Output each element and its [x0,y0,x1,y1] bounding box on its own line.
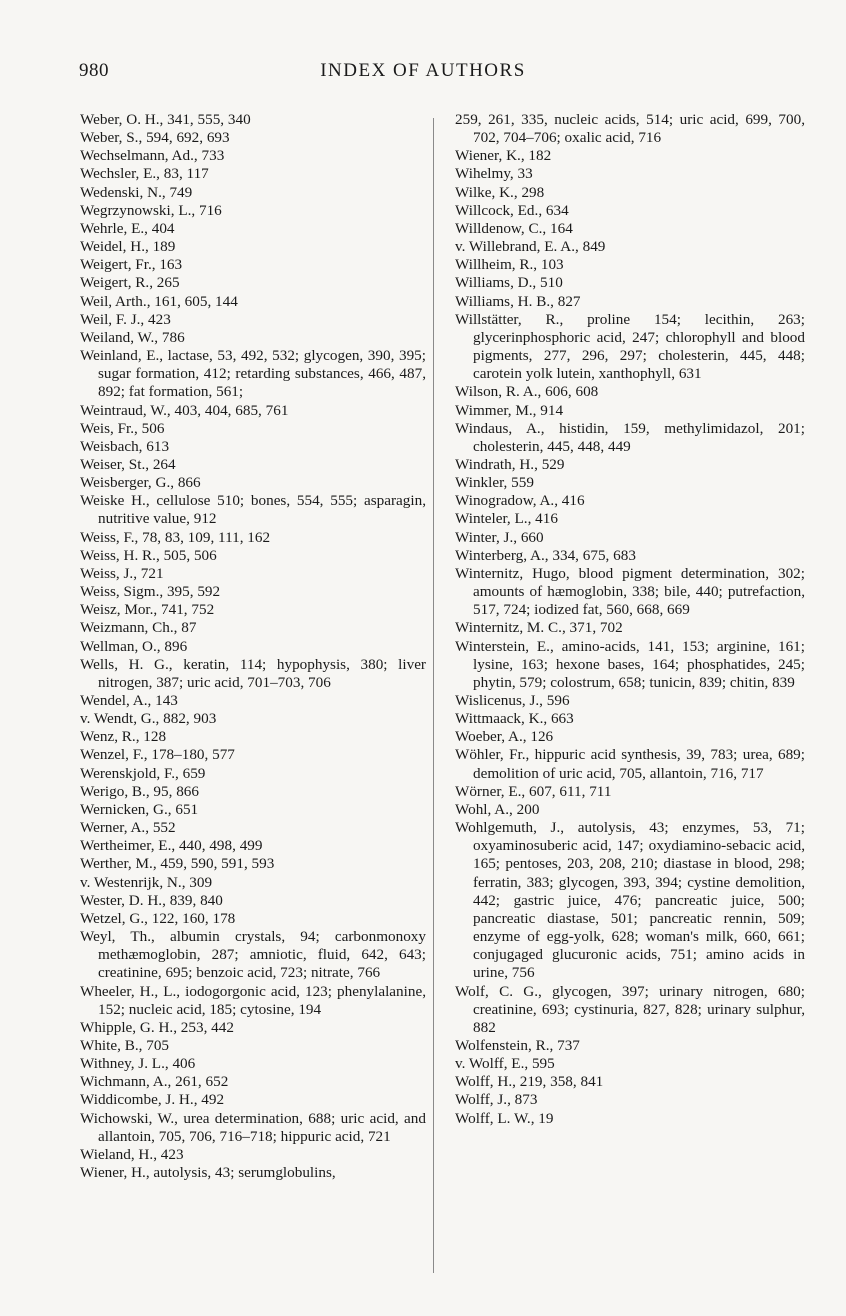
index-entry: Weber, O. H., 341, 555, 340 [80,111,251,128]
column-divider [433,118,434,1273]
index-entry: Winterberg, A., 334, 675, 683 [455,546,636,564]
index-entry: Withney, J. L., 406 [80,1055,196,1073]
index-entry: Wohl, A., 200 [455,800,540,818]
index-entry: Wörner, E., 607, 611, 711 [455,782,612,800]
index-entry: Winter, J., 660 [455,528,544,546]
index-entry: Wiener, K., 182 [455,147,552,165]
index-column-left [80,111,426,1182]
index-entry: Wolff, J., 873 [455,1091,538,1109]
index-entry: Wechselmann, Ad., 733 [80,147,225,165]
index-entry: Wittmaack, K., 663 [455,710,574,728]
index-entry: Windrath, H., 529 [455,455,565,473]
index-entry: Weiske H., cellulose 510; bones, 554, 555; asparagin, nutritive value, 912 [80,492,426,528]
index-entry: Willdenow, C., 164 [455,219,573,237]
index-entry: 259, 261, 335, nucleic acids, 514; uric acid, 699, 700, 702, 704–706; oxalic acid, 716 [455,111,805,147]
index-entry: Wilson, R. A., 606, 608 [455,383,599,401]
index-entry: Wedenski, N., 749 [80,183,193,201]
index-entry: Weigert, Fr., 163 [80,256,183,274]
index-entry: Williams, D., 510 [455,274,563,292]
index-entry: Woeber, A., 126 [455,728,554,746]
index-entry: Weizmann, Ch., 87 [80,619,197,637]
index-entry: Willheim, R., 103 [455,256,564,274]
index-entry: Weber, S., 594, 692, 693 [80,129,230,147]
index-entry: Weiss, J., 721 [80,564,164,582]
index-entry: Wernicken, G., 651 [80,800,199,818]
index-entry: Windaus, A., histidin, 159, methylimidazol, 201; cholesterin, 445, 448, 449 [455,419,805,455]
index-entry: Winterstein, E., amino-acids, 141, 153; arginine, 161; lysine, 163; hexone bases, 164; phosphatides, 245; phytin, 579; colostrum, 658; tunicin, 839; chitin, 839 [455,637,805,691]
index-entry: Winogradow, A., 416 [455,492,585,510]
index-entry: Wellman, O., 896 [80,637,188,655]
index-entry: Winternitz, Hugo, blood pigment determination, 302; amounts of hæmoglobin, 338; bile, 440; putrefaction, 517, 724; iodized fat, 560, 668, 669 [455,564,805,619]
index-entry: Wechsler, E., 83, 117 [80,165,209,183]
index-entry: Weiss, Sigm., 395, 592 [80,583,221,601]
index-entry: Wolf, C. G., glycogen, 397; urinary nitrogen, 680; creatinine, 693; cystinuria, 827, 828; urinary sulphur, 882 [455,982,805,1036]
index-entry: Wihelmy, 33 [455,165,533,183]
index-entry: v. Wendt, G., 882, 903 [80,710,217,728]
page-header [0,60,846,84]
index-entry: Wolff, H., 219, 358, 841 [455,1073,604,1091]
index-entry: Weiss, F., 78, 83, 109, 111, 162 [80,528,271,546]
index-entry: Weil, Arth., 161, 605, 144 [80,292,238,310]
index-entry: Weyl, Th., albumin crystals, 94; carbonmonoxy methæmoglobin, 287; amniotic, fluid, 642, 643; creatinine, 695; benzoic acid, 723; nitrate, 766 [80,928,426,982]
index-entry: Weidel, H., 189 [80,238,176,256]
index-entry: Wertheimer, E., 440, 498, 499 [80,837,263,855]
index-entry: Willstätter, R., proline 154; lecithin, 263; glycerinphosphoric acid, 247; chlorophyll and blood pigments, 277, 296, 297; cholesterin, 445, 448; carotein yolk lutein, xanthophyll, 631 [455,310,805,383]
index-entry: Weisberger, G., 866 [80,474,201,492]
index-entry: Weintraud, W., 403, 404, 685, 761 [80,401,289,419]
index-entry: Wichmann, A., 261, 652 [80,1073,229,1091]
index-entry: Wetzel, G., 122, 160, 178 [80,909,236,927]
index-entry: Winternitz, M. C., 371, 702 [455,619,623,637]
index-entry: Wohlgemuth, J., autolysis, 43; enzymes, 53, 71; oxyaminosuberic acid, 147; oxydiamino-sebacic acid, 165; pentoses, 203, 208, 210; diastase in blood, 298; ferratin, 383; glycogen, 393, 394; cystine demolition, 442; gastric juice, 476; pancreatic juice, 500; pancreatic diastase, 501; pancreatic rennin, 509; enzyme of egg-yolk, 628; woman's milk, 660, 661; conjugaged glucuronic acids, 751; amino acids in urine, 756 [455,819,805,982]
index-entry: Wislicenus, J., 596 [455,692,570,709]
index-entry: Werenskjold, F., 659 [80,764,206,782]
index-entry: Werigo, B., 95, 866 [80,782,199,800]
running-head: INDEX OF AUTHORS [320,60,526,81]
index-entry: Wells, H. G., keratin, 114; hypophysis, 380; liver nitrogen, 387; uric acid, 701–703, 706 [80,655,426,691]
index-entry: Weiland, W., 786 [80,328,185,346]
index-entry: Weis, Fr., 506 [80,419,165,437]
index-entry: White, B., 705 [80,1036,170,1054]
index-entry: Wöhler, Fr., hippuric acid synthesis, 39, 783; urea, 689; demolition of uric acid, 705, allantoin, 716, 717 [455,746,805,782]
index-entry: v. Willebrand, E. A., 849 [455,238,606,256]
index-entry: Winteler, L., 416 [455,510,558,528]
index-entry: Widdicombe, J. H., 492 [80,1091,225,1109]
index-entry: Weil, F. J., 423 [80,310,171,328]
index-entry: Weisz, Mor., 741, 752 [80,601,215,619]
index-entry: Werner, A., 552 [80,819,176,837]
index-entry: Wehrle, E., 404 [80,219,175,237]
index-entry: Willcock, Ed., 634 [455,201,569,219]
index-column-right [455,111,805,1128]
index-entry: v. Westenrijk, N., 309 [80,873,213,891]
index-entry: Wolff, L. W., 19 [455,1109,554,1127]
index-entry: Whipple, G. H., 253, 442 [80,1018,234,1036]
index-entry: Weiser, St., 264 [80,455,176,473]
index-entry: Winkler, 559 [455,474,534,492]
index-entry: Weinland, E., lactase, 53, 492, 532; glycogen, 390, 395; sugar formation, 412; retarding substances, 466, 487, 892; fat formation, 561; [80,347,426,401]
index-entry: Wichowski, W., urea determination, 688; uric acid, and allantoin, 705, 706, 716–718; hippuric acid, 721 [80,1109,426,1145]
index-entry: Wimmer, M., 914 [455,401,564,419]
index-entry: Wenz, R., 128 [80,728,167,746]
index-entry: Wester, D. H., 839, 840 [80,891,223,909]
index-entry: Wieland, H., 423 [80,1145,184,1163]
index-entry: Weigert, R., 265 [80,274,180,292]
index-entry: Wenzel, F., 178–180, 577 [80,746,235,764]
index-entry: Weisbach, 613 [80,437,170,455]
page-number: 980 [79,60,109,81]
index-entry: Weiss, H. R., 505, 506 [80,546,217,564]
index-entry: Werther, M., 459, 590, 591, 593 [80,855,275,873]
index-entry: Williams, H. B., 827 [455,292,581,310]
index-entry: Wendel, A., 143 [80,692,178,709]
index-entry: Wiener, H., autolysis, 43; serumglobulins, [80,1164,336,1182]
index-entry: Wolfenstein, R., 737 [455,1036,580,1054]
index-entry: Wilke, K., 298 [455,183,545,201]
index-entry: v. Wolff, E., 595 [455,1055,555,1073]
index-entry: Wegrzynowski, L., 716 [80,201,222,219]
index-entry: Wheeler, H., L., iodogorgonic acid, 123; phenylalanine, 152; nucleic acid, 185; cytosine, 194 [80,982,426,1018]
